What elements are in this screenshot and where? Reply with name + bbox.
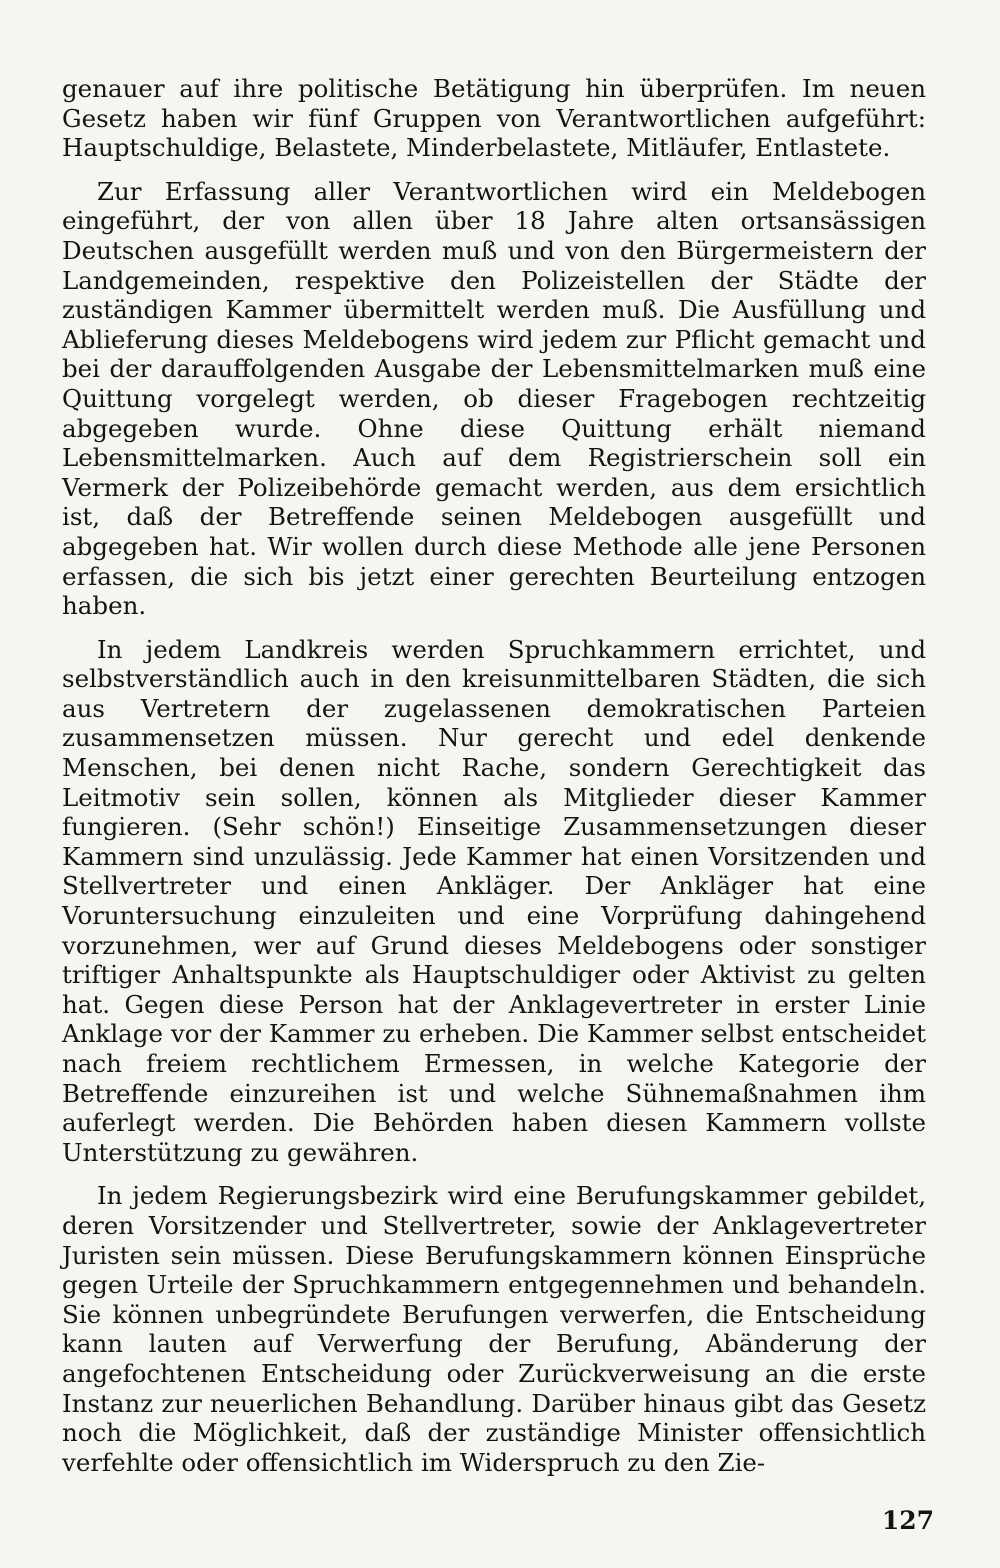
paragraph-3: In jedem Landkreis werden Spruchkammern errichtet, und selbstverständlich auch in den kreisunmittelbaren Städten, die sich aus Vertretern der zugelassenen demokratischen Parteien zusammensetzen müssen. Nur gerecht und edel denkende Menschen, bei denen nicht Rache, sondern Gerechtigkeit das Leitmotiv sein sollen, können als Mitglieder dieser Kammer fungieren. (Sehr schön!) Einseitige Zusammensetzungen dieser Kammern sind unzulässig. Jede Kammer hat einen Vorsitzenden und Stellvertreter und einen Ankläger. Der Ankläger hat eine Voruntersuchung einzuleiten und eine Vorprüfung dahingehend vorzunehmen, wer auf Grund dieses Meldebogens oder sonstiger triftiger Anhaltspunkte als Hauptschuldiger oder Aktivist zu gelten hat. Gegen diese Person hat der Anklagevertreter in erster Linie Anklage vor der Kammer zu erheben. Die Kammer selbst entscheidet nach freiem rechtlichem Ermessen, in welche Kategorie der Betreffende einzureihen ist und welche Sühnemaßnahmen ihm auferlegt werden. Die Behörden haben diesen Kammern vollste Unterstützung zu gewähren. [62, 634, 926, 1167]
paragraph-1: genauer auf ihre politische Betätigung hin überprüfen. Im neuen Gesetz haben wir fünf Gruppen von Verantwortlichen aufgeführt: Hauptschuldige, Belastete, Minderbelastete, Mitläufer, Entlastete. [62, 74, 926, 163]
paragraph-4: In jedem Regierungsbezirk wird eine Berufungskammer gebildet, deren Vorsitzender und Stellvertreter, sowie der Anklagevertreter Juristen sein müssen. Diese Berufungskammern können Einsprüche gegen Urteile der Spruchkammern entgegennehmen und behandeln. Sie können unbegründete Berufungen verwerfen, die Entscheidung kann lauten auf Verwerfung der Berufung, Abänderung der angefochtenen Entscheidung oder Zurückverweisung an die erste Instanz zur neuerlichen Behandlung. Darüber hinaus gibt das Gesetz noch die Möglichkeit, daß der zuständige Minister offensichtlich verfehlte oder offensichtlich im Widerspruch zu den Zie- [62, 1181, 926, 1477]
page-number: 127 [881, 1506, 934, 1535]
paragraph-2: Zur Erfassung aller Verantwortlichen wird ein Meldebogen eingeführt, der von allen über 18 Jahre alten ortsansässigen Deutschen ausgefüllt werden muß und von den Bürgermeistern der Landgemeinden, respektive den Polizeistellen der Städte der zuständigen Kammer übermittelt werden muß. Die Ausfüllung und Ablieferung dieses Meldebogens wird jedem zur Pflicht gemacht und bei der darauffolgenden Ausgabe der Lebensmittelmarken muß eine Quittung vorgelegt werden, ob dieser Fragebogen rechtzeitig abgegeben wurde. Ohne diese Quittung erhält niemand Lebensmittelmarken. Auch auf dem Registrierschein soll ein Vermerk der Polizeibehörde gemacht werden, aus dem ersichtlich ist, daß der Betreffende seinen Meldebogen ausgefüllt und abgegeben hat. Wir wollen durch diese Methode alle jene Personen erfassen, die sich bis jetzt einer gerechten Beurteilung entzogen haben. [62, 176, 926, 621]
body-text [62, 74, 926, 1477]
